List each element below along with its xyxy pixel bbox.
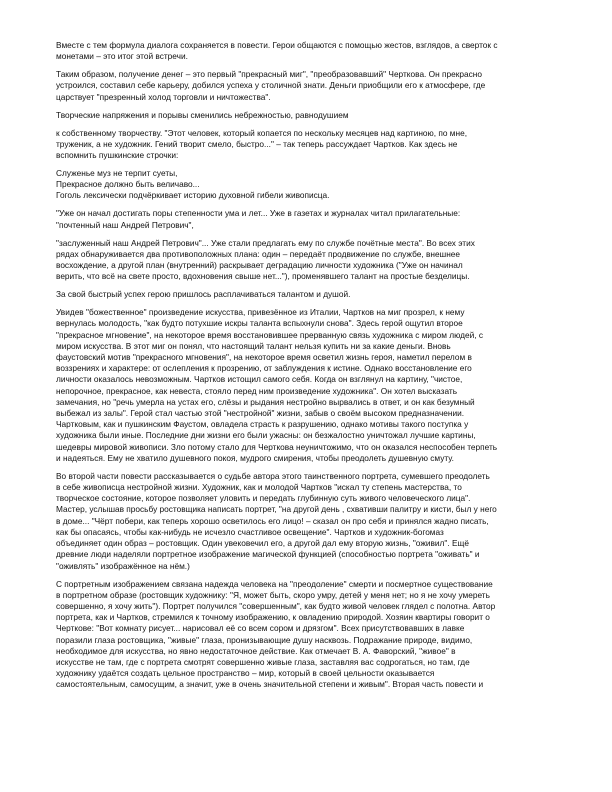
text-line: За свой быстрый успех герою пришлось расплачиваться талантом и душой. (56, 289, 351, 300)
text-line: царствует "презренный холод торговли и ничтожества". (56, 91, 271, 102)
text-line: шедевры мировой живописи. Зло потому стало для Черткова неуничтожимо, что он оказался неспособен терпеть (56, 441, 498, 452)
text-line: Прекрасное должно быть величаво... (56, 179, 200, 190)
text-line: творческое состояние, которое позволяет уловить и передать глубинную суть живого человеческого лица". (56, 493, 471, 504)
text-line: "почтенный наш Андрей Петрович", (56, 219, 194, 230)
text-line: Служенье муз не терпит суеты, (56, 168, 178, 179)
text-line: вернулась молодость, "как будто потухшие искры таланта вспыхнули снова". Здесь герой ощутил второе (56, 318, 463, 329)
text-line: "прекрасное мгновение", на некоторое время восстановившее прерванную связь художника с миром людей, с (56, 329, 484, 340)
paragraph (56, 238, 566, 283)
text-line: и надеяться. Ему не хватило душевного покоя, мудрого смирения, чтобы преодолеть душевную смуту. (56, 452, 454, 463)
text-line: вспомнить пушкинские строчки: (56, 150, 179, 161)
text-line: рядах обнаруживается два противоположных плана: один – передаёт продвижение по службе, внешнее (56, 248, 461, 259)
text-line: "оживлять" изображённое на нём.) (56, 560, 190, 571)
text-line: Увидев "божественное" произведение искусства, привезённое из Италии, Чартков на миг прозрел, к нему (56, 307, 465, 318)
text-line: Вместе с тем формула диалога сохраняется в повести. Герои общаются с помощью жестов, взглядов, а сверток с (56, 40, 498, 50)
text-line: Во второй части повести рассказывается о судьбе автора этого таинственного портрета, сумевшего преодолеть (56, 470, 490, 481)
text-line: выбежал из залы". Герой стал частью этой "нестройной" жизни, забыв о своём высоком предназначении. (56, 408, 465, 419)
text-line: Творческие напряжения и порывы сменились небрежностью, равнодушием (56, 109, 349, 120)
text-line: необходимое для искусства, но явно недостаточное действие. Как отмечает В. А. Фаворский, "живое" в (56, 645, 456, 656)
text-line: Черткове: "Вот комнату рисует... нарисовал её со всем сором и дрязгом". Всех присутствовавших в лавке (56, 623, 465, 634)
text-line: замечания, но "речь умерла на устах его, слёзы и рыдания нестройно вырвались в ответ, и он как безумный (56, 396, 475, 407)
text-line: объединяет один образ – ростовщик. Один увековечил его, а другой дал ему вторую жизнь, "оживил". Ещё (56, 538, 469, 549)
paragraph (56, 69, 566, 103)
paragraph (56, 208, 566, 230)
text-line: в себе живописца нестройной жизни. Художник, как и молодой Чартков "искал ту степень мастерства, то (56, 482, 462, 493)
text-line: верить, что всё на свете просто, вдохновения свыше нет..."), променявшего талант на простые безделицы. (56, 271, 470, 282)
paragraph (56, 110, 566, 121)
text-line: воззрениях и характере: от ослепления к прозрению, от заблуждения к истине. Однако восстановление его (56, 363, 472, 374)
paragraph (56, 168, 566, 202)
text-line: портрета, как и Чартков, стремился к точному изображению, к овладению природой. Хозяин квартиры говорит о (56, 612, 490, 623)
text-line: монетами – это итог этой встречи. (56, 51, 188, 62)
text-line: Чартковым, как и пушкинским Фаустом, овладела страсть к разрушению, однако мотивы такого поступка у (56, 419, 469, 430)
text-line: художника были иные. Последние дни жизни его были ужасны: он безжалостно уничтожал лучшие картины, (56, 430, 476, 441)
text-line: к собственному творчеству. "Этот человек, который копается по нескольку месяцев над картиною, по мне, (56, 127, 467, 138)
text-line: самостоятельным, самосущим, а значит, уже в очень значительной степени и живым". Вторая часть повести и (56, 679, 484, 690)
text-line: труженик, а не художник. Гений творит смело, быстро..." – так теперь рассуждает Чартков. Как здесь не (56, 138, 458, 149)
paragraph (56, 579, 566, 691)
text-line: древние люди наделяли портретное изображение магической функцией (способностью портрета "оживать" и (56, 549, 480, 560)
paragraph (56, 289, 566, 300)
paragraph (56, 128, 566, 162)
paragraph (56, 471, 566, 572)
text-line: устроился, составил себе карьеру, добился успеха у столичной знати. Деньги приобщили его к атмосфере, где (56, 80, 486, 91)
paragraph (56, 40, 566, 62)
text-line: миром искусства. В этот миг он понял, что настоящий талант нельзя купить ни за какие деньги. Вновь (56, 340, 451, 351)
paragraph (56, 307, 566, 464)
text-line: художнику удаётся создать цельное пространство – мир, который в своей цельности оказывается (56, 668, 435, 679)
text-line: поразили глаза ростовщика, "живые" глаза, пронизывающие душу насквозь. Подражание природе, видимо, (56, 634, 473, 645)
text-line: в доме... "Чёрт побери, как теперь хорошо осветилось его лицо! – сказал он про себя и принялся жадно писать, (56, 515, 489, 526)
text-line: С портретным изображением связана надежда человека на "преодоление" смерти и посмертное существование (56, 578, 493, 589)
text-line: в портретном образе (ростовщик художнику: "Я, может быть, скоро умру, детей у меня нет; но я не хочу умереть (56, 589, 490, 600)
text-line: фаустовский мотив "прекрасного мгновения", на некоторое время осветил жизнь героя, наметил перелом в (56, 352, 472, 363)
text-line: непорочное, прекрасное, как невеста, стояло перед ним произведение художника". Он хотел высказать (56, 385, 458, 396)
text-line: как бы опасаясь, чтобы как-нибудь не исчезло счастливое освещение". Чартков и художник-богомаз (56, 526, 444, 537)
text-line: Таким образом, получение денег – это первый "прекрасный миг", "преобразовавший" Черткова. Он прекрасно (56, 69, 482, 80)
text-line: восхождение, а другой план (внутренний) раскрывает деградацию личности художника ("Уже он начинал (56, 260, 463, 271)
text-line: Мастер, услышав просьбу ростовщика написать портрет, "на другой день , схвативши палитру и кисти, был у него (56, 504, 497, 515)
text-line: "Уже он начал достигать поры степенности ума и лет... Уже в газетах и журналах читал прилагательные: (56, 208, 461, 219)
text-line: искусстве не там, где с портрета смотрят совершенно живые глаза, заставляя вас содрогаться, но там, где (56, 656, 470, 667)
text-line: Гоголь лексически подчёркивает историю духовной гибели живописца. (56, 190, 330, 201)
text-line: личности оказалось невозможным. Чартков истощил самого себя. Когда он взглянул на картину, "чистое, (56, 374, 463, 385)
text-line: совершенно, я хочу жить"). Портрет получился "совершенным", как будто живой человек глядел с полотна. Автор (56, 600, 496, 611)
text-line: "заслуженный наш Андрей Петрович"... Уже стали предлагать ему по службе почётные места". Во всех этих (56, 237, 475, 248)
